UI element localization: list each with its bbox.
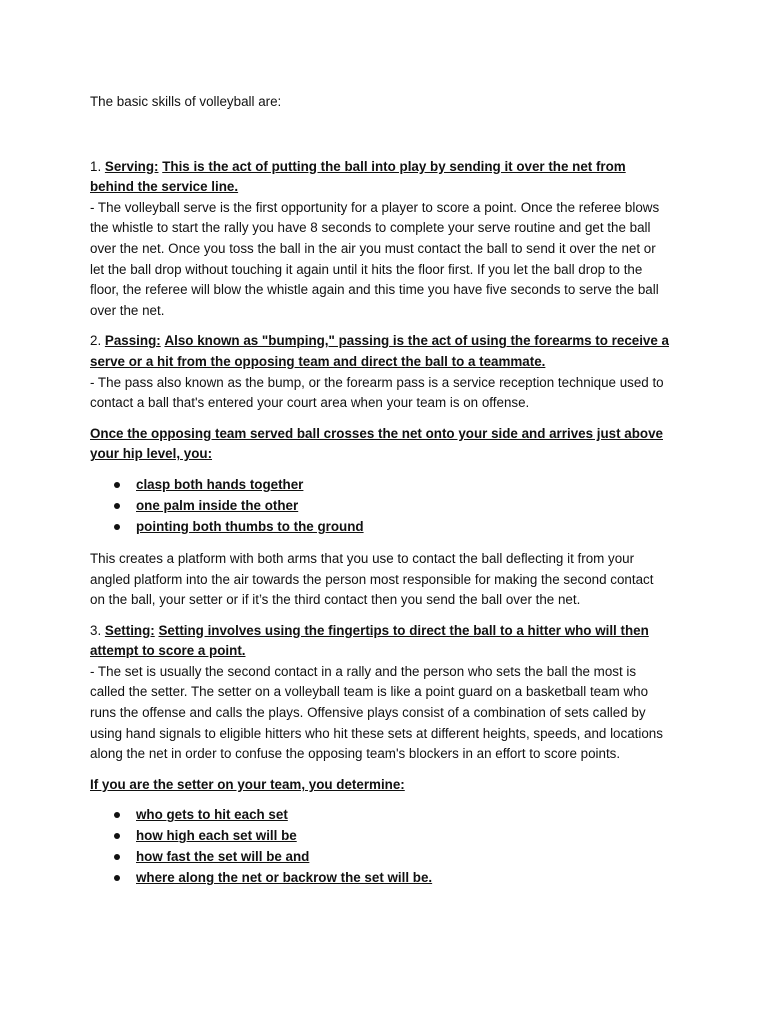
passing-number: 2. [90, 333, 102, 349]
passing-label: Passing: [104, 333, 161, 349]
setting-body: - The set is usually the second contact in a rally and the person who sets the ball the most is called the setter. The setter on a volleyball team is like a point guard on a basketball team who runs the offense and calls the plays. Offensive plays consist of a combination of sets called by using hand signals to eligible hitters who hit these sets at different heights, speeds, and locations along the net in order to confuse the opposing team's blockers in an effort to score points. [90, 663, 663, 762]
serving-label: Serving: [104, 158, 159, 174]
bullet-icon [114, 524, 120, 530]
bullet-icon [114, 482, 120, 488]
serving-heading [90, 157, 672, 198]
list-item: how fast the set will be and [90, 847, 672, 868]
passing-subhead: Once the opposing team served ball crosses the net onto your side and arrives just above your hip level, you: [90, 425, 663, 462]
setting-subhead: If you are the setter on your team, you determine: [90, 776, 405, 792]
list-item: clasp both hands together [90, 475, 672, 496]
passing-definition: Also known as "bumping," passing is the act of using the forearms to receive a serve or a hit from the opposing team and direct the ball to a teammate. [90, 333, 669, 369]
bullet-icon [114, 854, 120, 860]
serving-number: 1. [90, 158, 102, 174]
serving-body: - The volleyball serve is the first opportunity for a player to score a point. Once the referee blows the whistle to start the rally you have 8 seconds to complete your serve routine and get the ball over the net. Once you toss the ball in the air you must contact the ball to send it over the net or let the ball drop without touching it again until it hits the floor first. If you let the ball drop to the floor, the referee will blow the whistle again and this time you have five seconds to serve the ball over the net. [90, 199, 660, 318]
intro-text: The basic skills of volleyball are: [90, 94, 282, 109]
bullet-icon [114, 812, 120, 818]
setting-number: 3. [90, 622, 102, 638]
bullet-icon [114, 503, 120, 509]
setting-label: Setting: [104, 622, 155, 638]
setting-definition: Setting involves using the fingertips to direct the ball to a hitter who will then attempt to score a point. [90, 622, 649, 659]
list-item: one palm inside the other [90, 496, 672, 517]
bullet-icon [114, 875, 120, 881]
list-item: pointing both thumbs to the ground [90, 517, 672, 538]
setting-section [90, 621, 672, 890]
passing-bullet-list [90, 475, 672, 538]
serving-section [90, 157, 672, 322]
passing-after: This creates a platform with both arms that you use to contact the ball deflecting it from your angled platform into the air towards the person most responsible for making the second contact on the ball, your setter or if it’s the third contact then you send the ball over the net. [90, 550, 654, 608]
passing-section [90, 331, 672, 610]
setting-bullet-list [90, 805, 672, 889]
list-item: who gets to hit each set [90, 805, 672, 826]
setting-heading [90, 621, 672, 662]
passing-heading [90, 331, 672, 372]
passing-body: - The pass also known as the bump, or the forearm pass is a service reception technique used to contact a ball that's entered your court area when your team is on offense. [90, 374, 664, 411]
list-item: where along the net or backrow the set will be. [90, 868, 672, 889]
list-item: how high each set will be [90, 826, 672, 847]
serving-definition: This is the act of putting the ball into play by sending it over the net from behind the service line. [90, 158, 626, 195]
bullet-icon [114, 833, 120, 839]
